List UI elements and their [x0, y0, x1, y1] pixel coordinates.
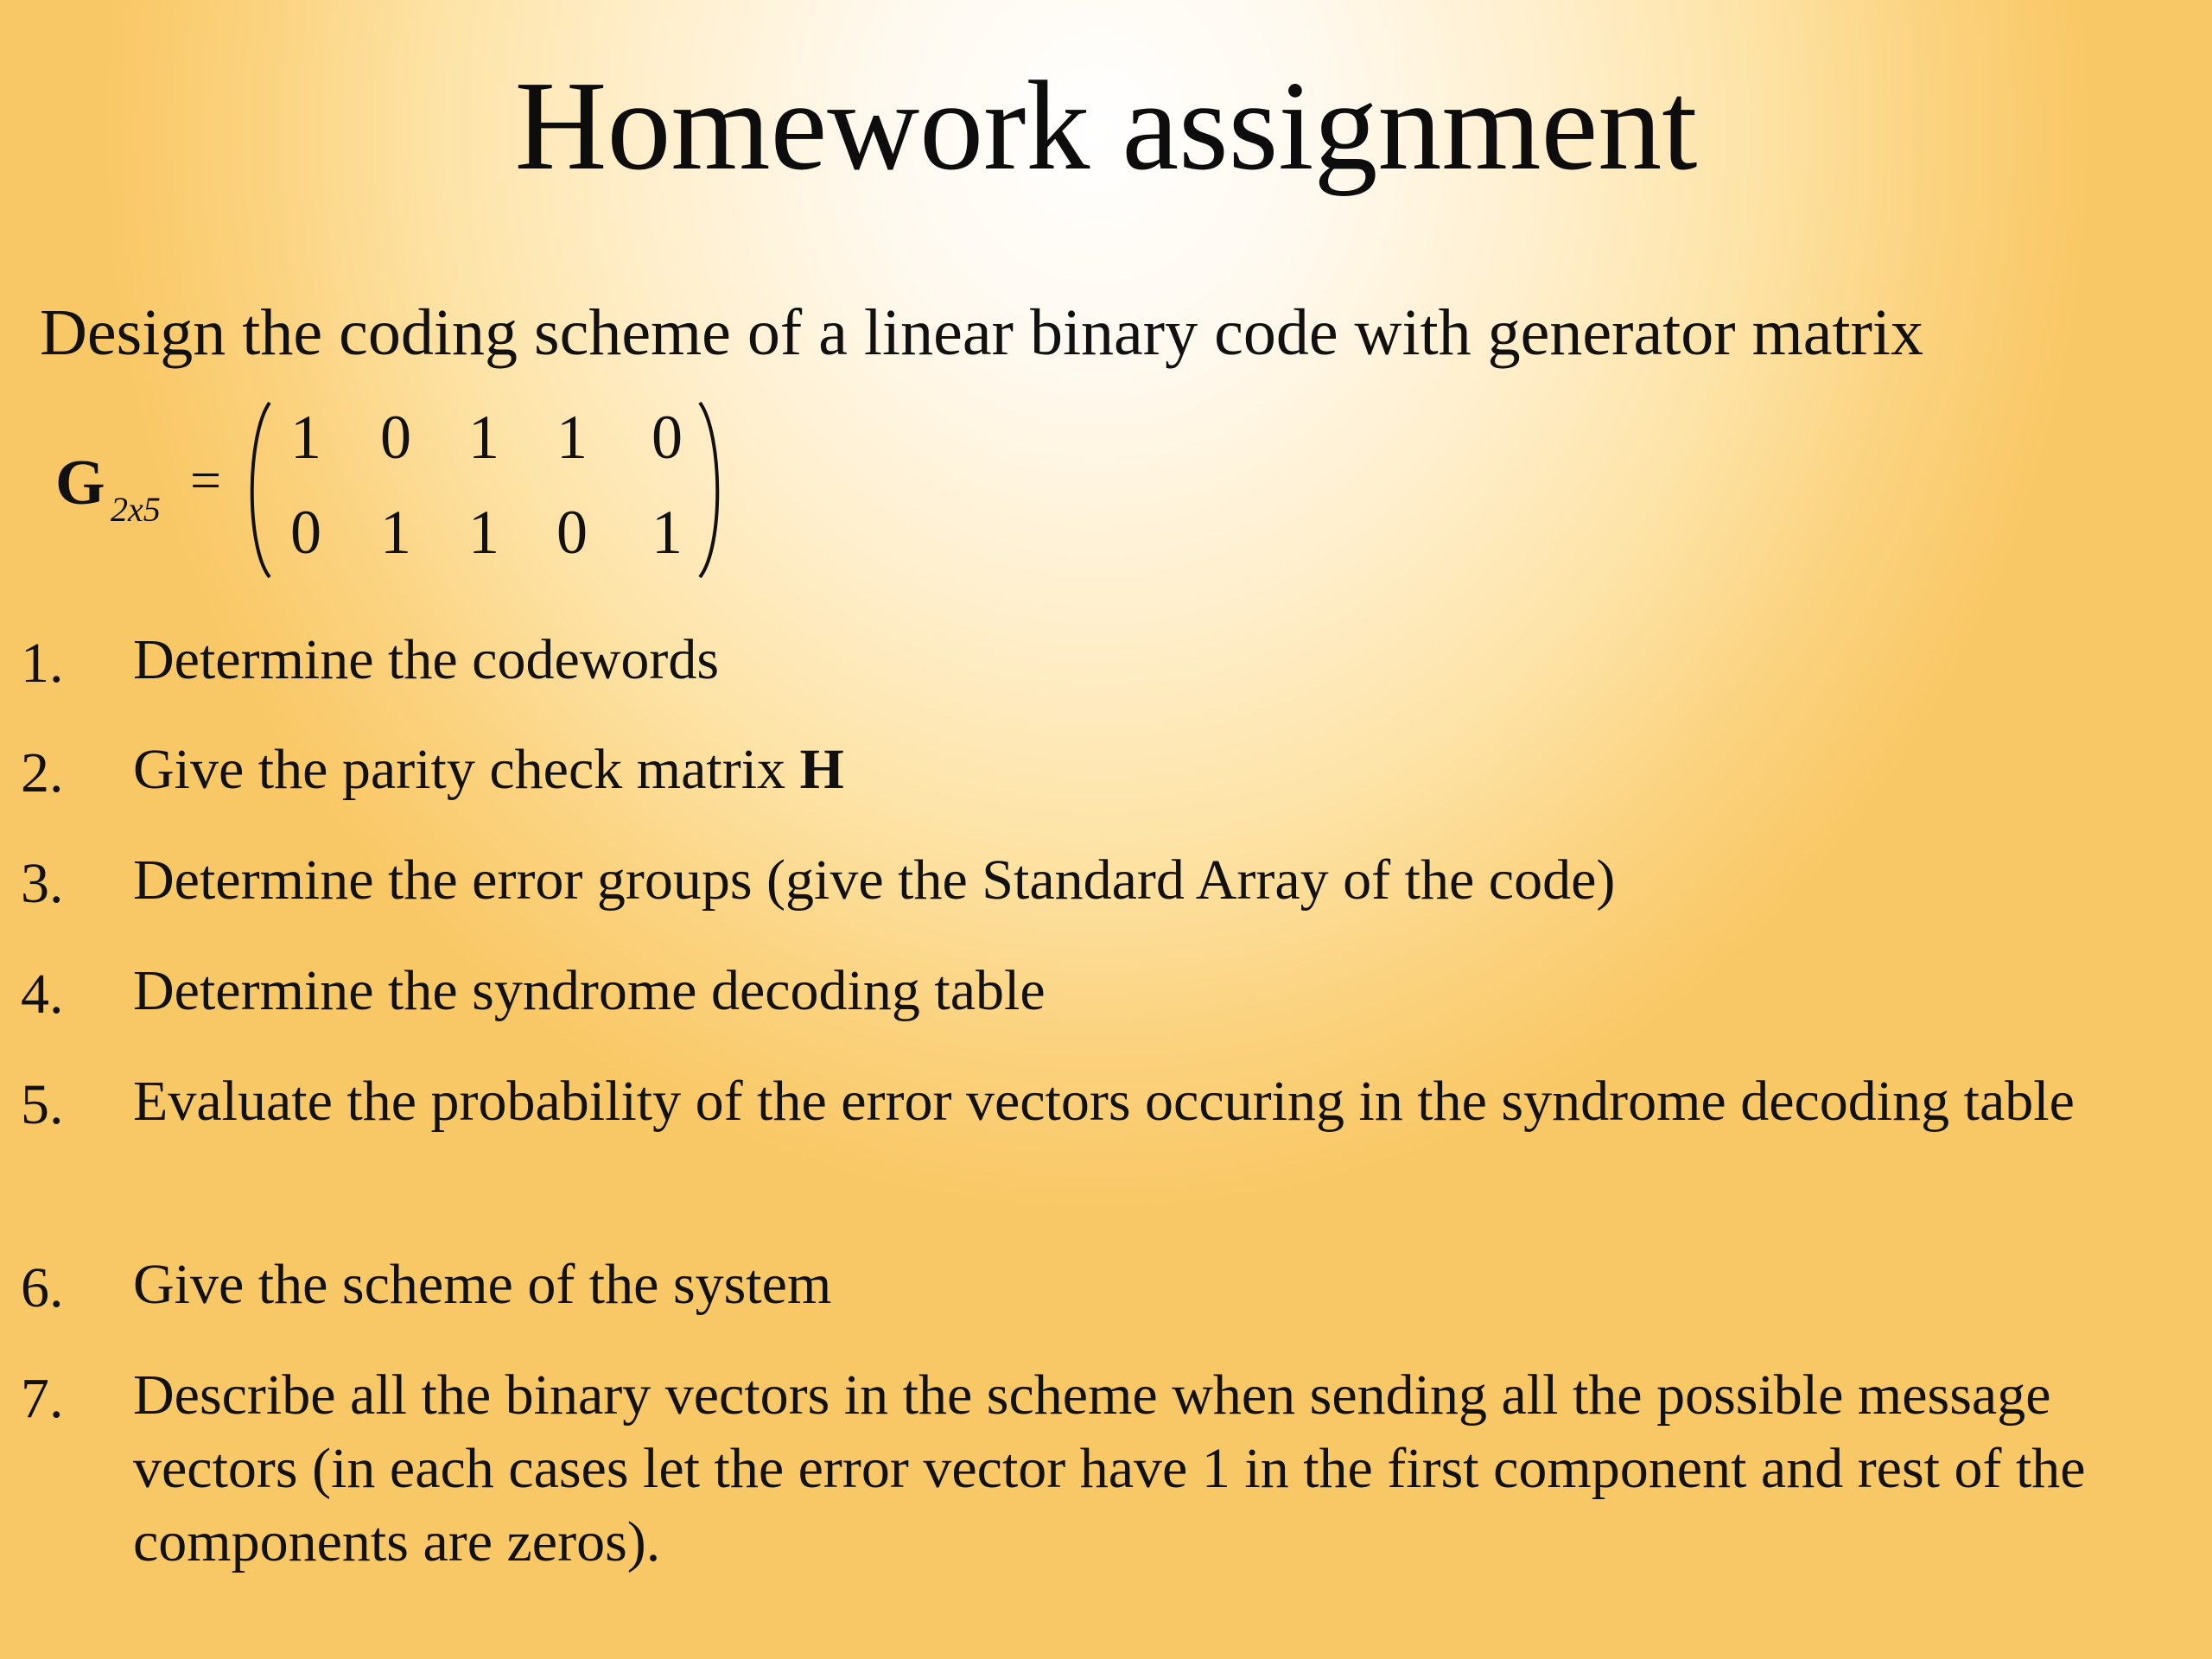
- list-item-text: Give the scheme of the system: [133, 1253, 832, 1316]
- generator-matrix-equation: [55, 399, 729, 589]
- list-item-text-wrap: [133, 733, 2138, 806]
- equals-sign: =: [190, 449, 222, 511]
- slide-title: Homework assignment: [514, 55, 1698, 197]
- matrix-cell: 1: [468, 498, 499, 567]
- right-parenthesis: [695, 399, 729, 581]
- matrix-cell: 1: [290, 403, 321, 472]
- matrix-cell: 0: [556, 498, 588, 567]
- matrix-cell: 0: [380, 403, 411, 472]
- list-item-number: 5.: [21, 1073, 64, 1136]
- matrix-cell: 1: [468, 403, 499, 472]
- list-item-text: Determine the codewords: [133, 628, 720, 691]
- list-item-number: 3.: [21, 852, 64, 915]
- matrix-cell: 1: [556, 403, 588, 472]
- matrix-h-symbol: H: [799, 738, 844, 801]
- list-item-text: Describe all the binary vectors in the scheme when sending all the possible message vectors (in each cases let the error vector have 1 in the first component and rest of the components are zeros).: [133, 1363, 2086, 1573]
- matrix-label: G: [55, 448, 105, 518]
- list-item-number: 4.: [21, 963, 64, 1026]
- list-item-number: 6.: [21, 1256, 64, 1319]
- left-parenthesis: [240, 399, 275, 581]
- matrix-cell: 0: [652, 403, 683, 472]
- intro-text: Design the coding scheme of a linear binary code with generator matrix: [40, 296, 1923, 369]
- list-item-number: 2.: [21, 741, 64, 804]
- list-item-text: Determine the error groups (give the Standard Array of the code): [133, 849, 1616, 912]
- matrix-subscript: 2x5: [111, 490, 161, 529]
- list-item-text: Give the parity check matrix: [133, 738, 800, 801]
- list-item-number: 1.: [21, 632, 64, 695]
- list-item-text: Evaluate the probability of the error vectors occuring in the syndrome decoding table: [133, 1070, 2075, 1133]
- matrix-cell: 1: [652, 498, 683, 567]
- list-item-text: Determine the syndrome decoding table: [133, 959, 1046, 1022]
- list-item-number: 7.: [21, 1367, 64, 1430]
- matrix-cell: 0: [290, 498, 321, 567]
- matrix-cell: 1: [380, 498, 411, 567]
